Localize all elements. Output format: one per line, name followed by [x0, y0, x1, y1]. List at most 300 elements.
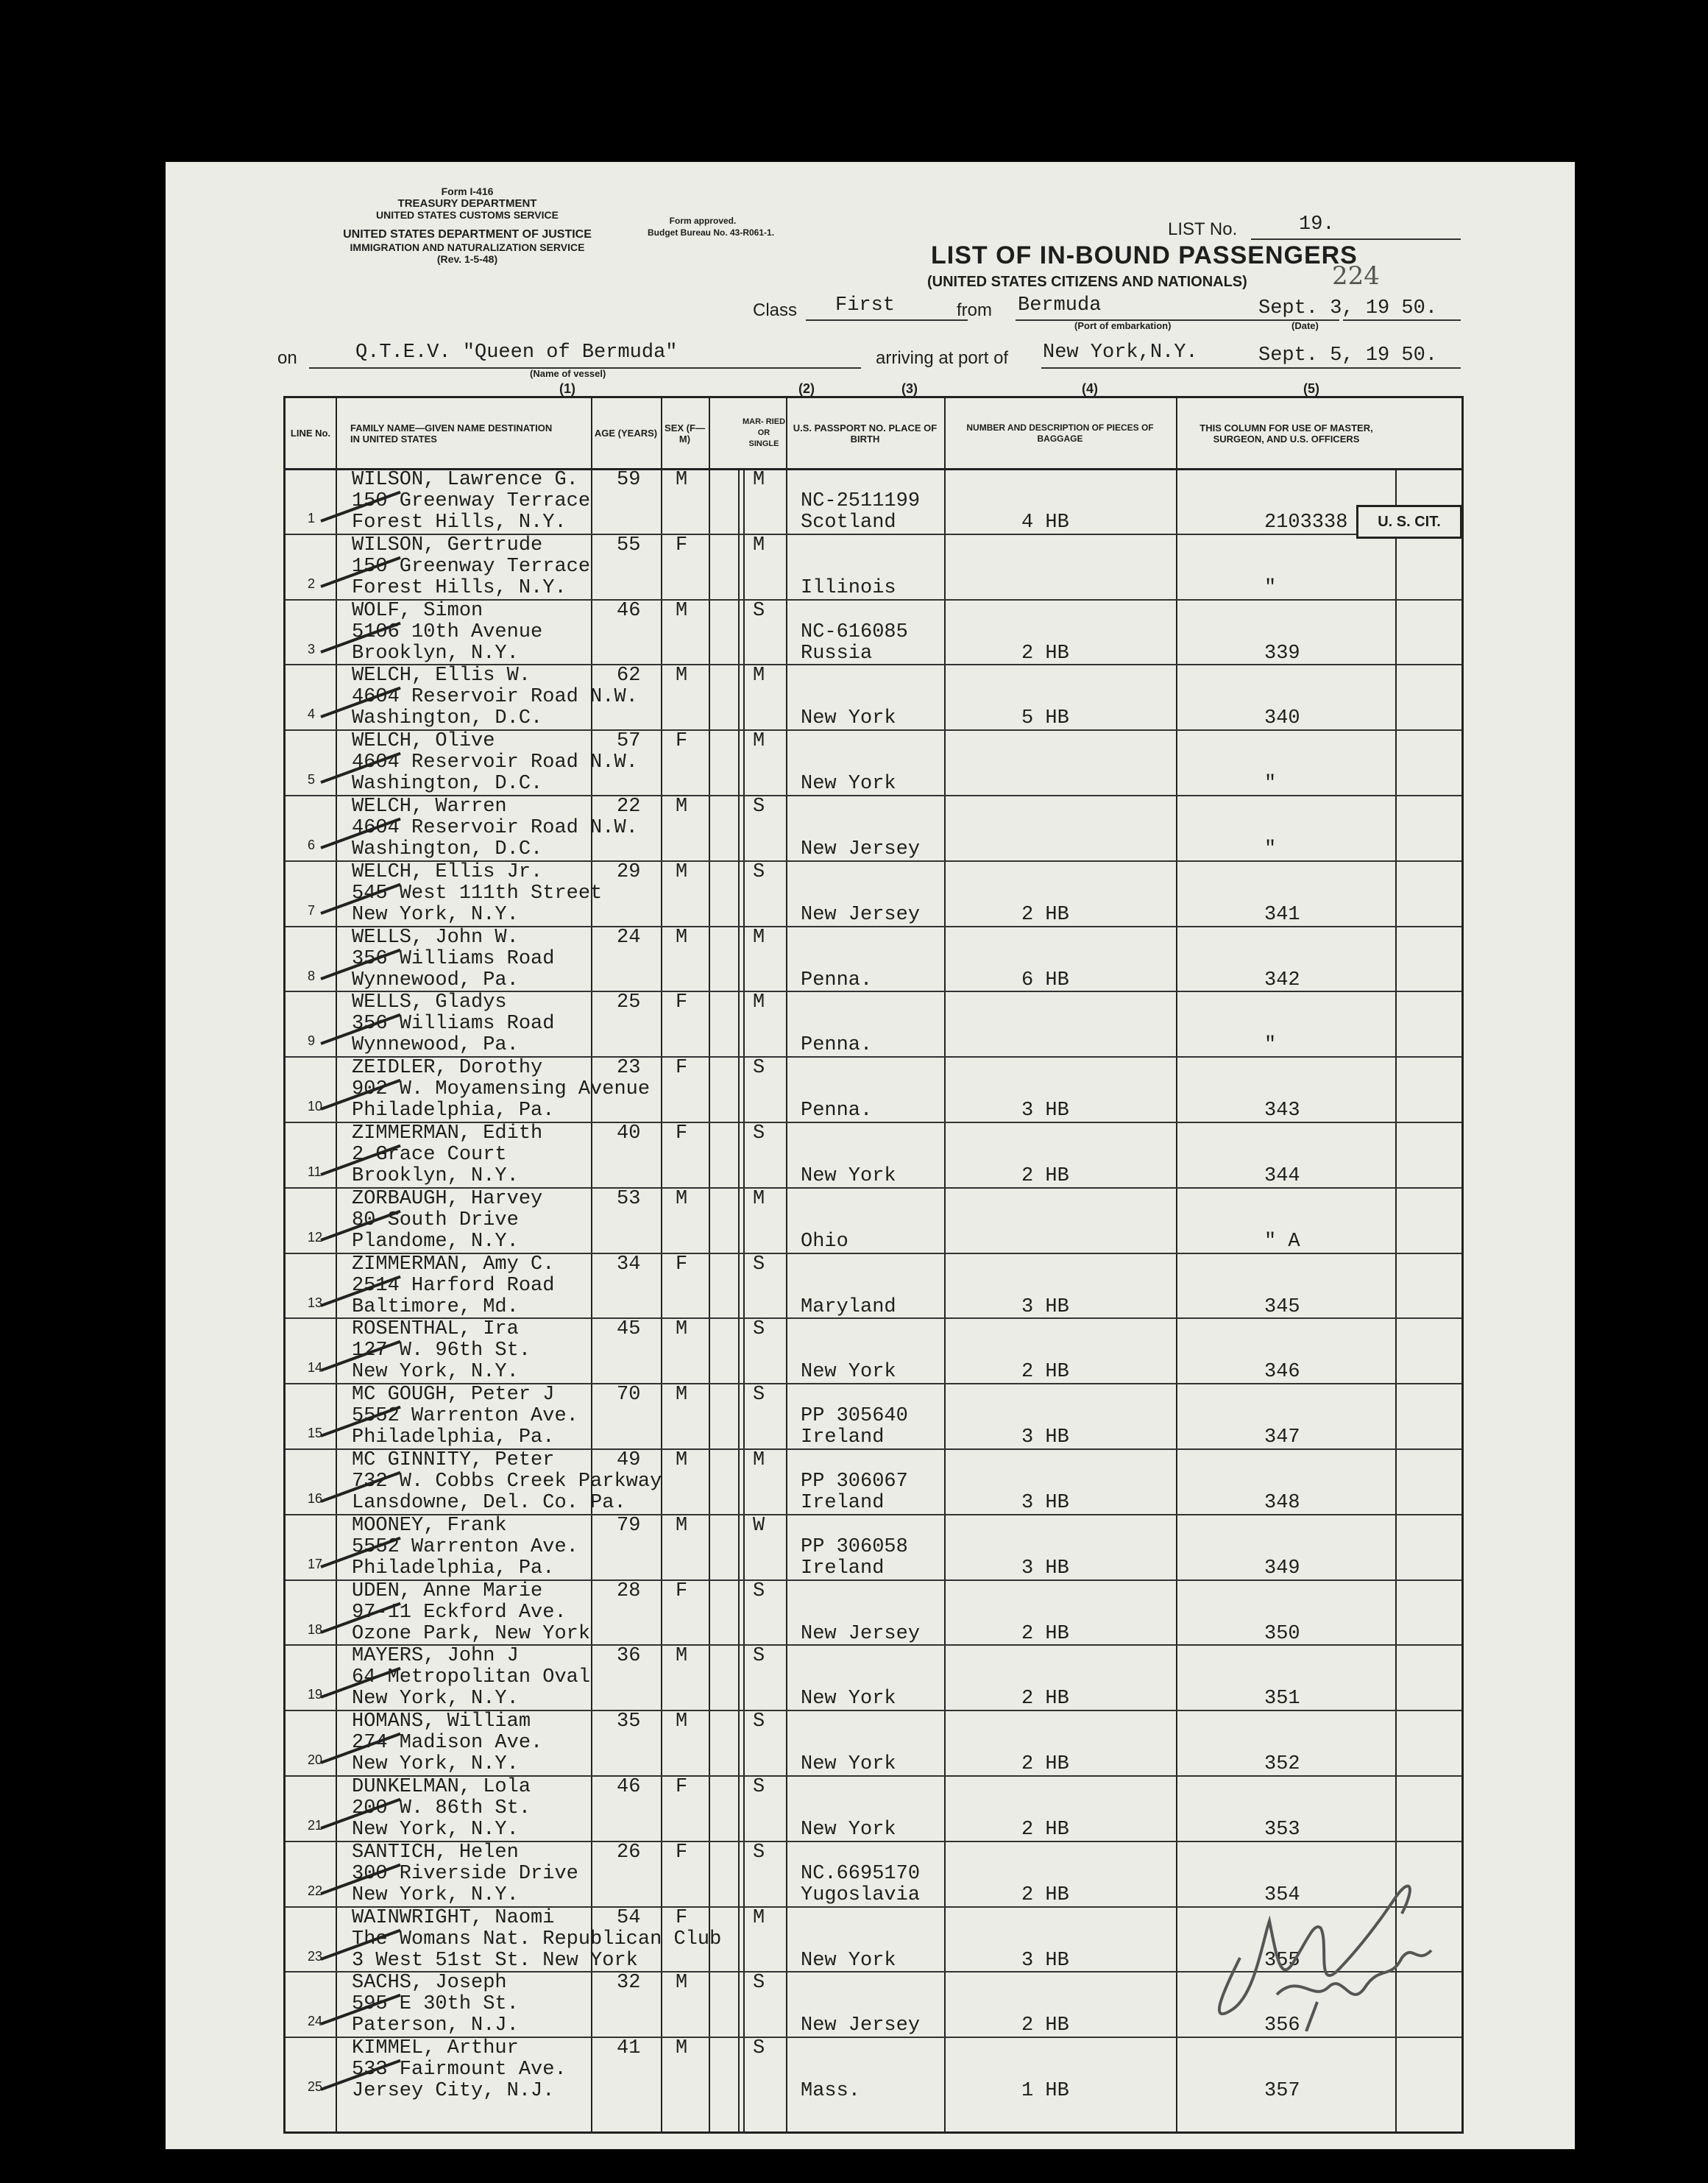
place-of-birth: New York	[801, 1819, 896, 1841]
address-line-2: Paterson, N.J.	[352, 2014, 519, 2037]
table-row	[286, 1448, 1461, 1514]
passenger-name: SANTICH, Helen	[352, 1841, 519, 1864]
table-row	[286, 795, 1461, 860]
baggage: 2 HB	[1021, 903, 1069, 926]
baggage: 3 HB	[1021, 1557, 1069, 1579]
sex: F	[676, 1776, 688, 1798]
address-line-1: 595 E 30th St.	[352, 1993, 519, 2016]
address-line-2: New York, N.Y.	[352, 903, 519, 926]
sex: M	[676, 1187, 688, 1210]
age: 49	[617, 1449, 641, 1471]
marital-status: S	[753, 2037, 765, 2060]
header-married: MAR- RIED OR SINGLE	[742, 417, 786, 448]
col-num-3: (3)	[901, 381, 918, 396]
marital-status: S	[753, 1776, 765, 1798]
passenger-name: ZORBAUGH, Harvey	[352, 1187, 543, 1210]
officer-number: 345	[1264, 1295, 1300, 1318]
address-line-2: Plandome, N.Y.	[352, 1230, 519, 1253]
col-num-2: (2)	[798, 381, 815, 396]
address-line-1: 2514 Harford Road	[352, 1274, 555, 1297]
class-value: First	[835, 294, 896, 316]
sex: F	[676, 1579, 688, 1602]
baggage: 2 HB	[1021, 1819, 1069, 1841]
vessel-caption: (Name of vessel)	[530, 368, 606, 379]
address-line-2: Forest Hills, N.Y.	[352, 576, 567, 599]
header-age: AGE (YEARS)	[594, 428, 658, 439]
address-line-2: Philadelphia, Pa.	[352, 1426, 555, 1449]
table-row	[286, 1056, 1461, 1122]
officer-number: 339	[1264, 642, 1300, 665]
port-embarkation: Bermuda	[1018, 294, 1102, 316]
baggage: 2 HB	[1021, 642, 1069, 665]
header-officers: THIS COLUMN FOR USE OF MASTER, SURGEON, AND U.S. OFFICERS	[1200, 422, 1373, 445]
line-number: 20	[308, 1752, 323, 1768]
table-row	[286, 1514, 1461, 1579]
address-line-1: 5552 Warrenton Ave.	[352, 1535, 578, 1558]
address-line-2: New York, N.Y.	[352, 1819, 519, 1841]
officer-number: 352	[1264, 1753, 1300, 1776]
baggage: 3 HB	[1021, 1295, 1069, 1318]
officer-number: 344	[1264, 1165, 1300, 1187]
officer-number: 348	[1264, 1492, 1300, 1514]
col-num-4: (4)	[1082, 381, 1098, 396]
address-line-2: Lansdowne, Del. Co. Pa.	[352, 1492, 626, 1514]
marital-status: M	[753, 1187, 765, 1210]
passenger-name: ZIMMERMAN, Edith	[352, 1122, 543, 1144]
table-row	[286, 1579, 1461, 1645]
age: 53	[617, 1187, 641, 1210]
justice-dept: UNITED STATES DEPARTMENT OF JUSTICE	[343, 228, 592, 241]
address-line-2: 3 West 51st St. New York	[352, 1949, 638, 1972]
passenger-name: WELLS, Gladys	[352, 991, 507, 1014]
place-of-birth: Penna.	[801, 1100, 873, 1122]
sex: M	[676, 1384, 688, 1407]
place-of-birth: New York	[801, 1361, 896, 1384]
age: 23	[617, 1057, 641, 1080]
sex: M	[676, 599, 688, 622]
arrival-port: New York,N.Y.	[1043, 342, 1198, 364]
address-line-1: 356 Williams Road	[352, 947, 555, 970]
age: 55	[617, 534, 641, 556]
passenger-name: WELCH, Ellis Jr.	[352, 860, 543, 883]
table-row	[286, 1253, 1461, 1318]
sex: M	[676, 860, 688, 883]
place-of-birth: New Jersey	[801, 1622, 921, 1645]
age: 45	[617, 1318, 641, 1341]
table-row	[286, 468, 1461, 534]
place-of-birth: Ireland	[801, 1492, 885, 1514]
sex: M	[676, 1514, 688, 1537]
inspector-signature	[1188, 1855, 1453, 2031]
line-number: 19	[308, 1687, 323, 1702]
address-line-1: The Womans Nat. Republican Club	[352, 1928, 722, 1950]
baggage: 3 HB	[1021, 1100, 1069, 1122]
header-name: FAMILY NAME—GIVEN NAME DESTINATION IN UNITED STATES	[350, 422, 553, 445]
sex: F	[676, 730, 688, 753]
baggage: 5 HB	[1021, 707, 1069, 730]
sex: M	[676, 2037, 688, 2060]
col-num-5: (5)	[1303, 381, 1319, 396]
address-line-1: 5106 10th Avenue	[352, 620, 543, 643]
marital-status: M	[753, 1449, 765, 1471]
baggage: 1 HB	[1021, 2080, 1069, 2103]
line-number: 25	[308, 2079, 323, 2095]
line-number: 24	[308, 2014, 323, 2029]
line-number: 17	[308, 1556, 323, 1571]
marital-status: S	[753, 599, 765, 622]
address-line-2: Forest Hills, N.Y.	[352, 512, 567, 534]
passenger-name: WELCH, Warren	[352, 796, 507, 818]
address-line-1: 150 Greenway Terrace	[352, 490, 591, 512]
arrival-date: Sept. 5, 19 50.	[1258, 344, 1438, 367]
line-number: 14	[308, 1360, 323, 1376]
marital-status: W	[753, 1514, 765, 1537]
passenger-name: SACHS, Joseph	[352, 1972, 507, 1995]
marital-status: S	[753, 1253, 765, 1276]
baggage: 2 HB	[1021, 1753, 1069, 1776]
line-number: 7	[308, 902, 316, 918]
passenger-name: WELLS, John W.	[352, 926, 519, 949]
passenger-name: WAINWRIGHT, Naomi	[352, 1906, 555, 1929]
age: 26	[617, 1841, 641, 1864]
marital-status: S	[753, 1057, 765, 1080]
place-of-birth: New York	[801, 1165, 896, 1187]
passenger-name: UDEN, Anne Marie	[352, 1579, 543, 1602]
baggage: 2 HB	[1021, 1165, 1069, 1187]
officer-number: 357	[1264, 2080, 1300, 2103]
officer-number: 351	[1264, 1688, 1300, 1710]
page-number: 224	[1332, 261, 1380, 291]
form-approved: Form approved.	[669, 216, 737, 226]
address-line-2: Brooklyn, N.Y.	[352, 642, 519, 665]
on-label: on	[277, 348, 297, 368]
table-row	[286, 534, 1461, 599]
officer-number: 355	[1264, 1949, 1300, 1972]
line-number: 21	[308, 1818, 323, 1833]
marital-status: M	[753, 534, 765, 556]
passenger-name: DUNKELMAN, Lola	[352, 1776, 531, 1798]
line-number: 16	[308, 1491, 323, 1506]
officer-number: 2103338	[1264, 512, 1348, 534]
marital-status: S	[753, 1645, 765, 1668]
age: 41	[617, 2037, 641, 2060]
address-line-1: 5552 Warrenton Ave.	[352, 1405, 578, 1428]
age: 34	[617, 1253, 641, 1276]
revision: (Rev. 1-5-48)	[436, 253, 498, 265]
passenger-name: MC GOUGH, Peter J	[352, 1384, 555, 1407]
age: 36	[617, 1645, 641, 1668]
address-line-1: 127 W. 96th St.	[352, 1340, 531, 1362]
date-caption: (Date)	[1291, 320, 1319, 331]
address-line-2: Philadelphia, Pa.	[352, 1557, 555, 1579]
address-line-2: Washington, D.C.	[352, 838, 543, 860]
address-line-2: Baltimore, Md.	[352, 1295, 519, 1318]
officer-number: 350	[1264, 1622, 1300, 1645]
address-line-1: 545 West 111th Street	[352, 882, 603, 905]
address-line-1: 4604 Reservoir Road N.W.	[352, 751, 638, 774]
form-title: LIST OF IN-BOUND PASSENGERS	[931, 241, 1358, 269]
passport-number: NC-2511199	[801, 490, 921, 512]
header-sex: SEX (F—M)	[665, 422, 705, 445]
table-row	[286, 1122, 1461, 1187]
table-row	[286, 991, 1461, 1056]
officer-number: 354	[1264, 1883, 1300, 1906]
age: 28	[617, 1579, 641, 1602]
place-of-birth: New York	[801, 707, 896, 730]
table-row	[286, 1187, 1461, 1253]
marital-status: S	[753, 860, 765, 883]
customs-service: UNITED STATES CUSTOMS SERVICE	[376, 209, 559, 221]
marital-status: S	[753, 1972, 765, 1995]
age: 57	[617, 730, 641, 753]
passenger-name: WOLF, Simon	[352, 599, 483, 622]
place-of-birth: Penna.	[801, 969, 873, 991]
line-number: 2	[308, 576, 316, 591]
header-passport: U.S. PASSPORT NO. PLACE OF BIRTH	[793, 422, 938, 445]
departure-date: Sept. 3, 19 50.	[1258, 297, 1438, 319]
sex: F	[676, 1122, 688, 1144]
place-of-birth: Illinois	[801, 576, 896, 599]
marital-status: M	[753, 730, 765, 753]
table-row	[286, 1775, 1461, 1841]
officer-number: " A	[1264, 1230, 1300, 1253]
treasury-dept: TREASURY DEPARTMENT	[397, 197, 537, 210]
passenger-name: MOONEY, Frank	[352, 1514, 507, 1537]
baggage: 2 HB	[1021, 1622, 1069, 1645]
passenger-name: ROSENTHAL, Ira	[352, 1318, 519, 1341]
line-number: 6	[308, 838, 316, 852]
marital-status: M	[753, 1906, 765, 1929]
passport-number: PP 305640	[801, 1405, 908, 1428]
address-line-2: Washington, D.C.	[352, 707, 543, 730]
age: 25	[617, 991, 641, 1014]
table-row	[286, 1644, 1461, 1710]
place-of-birth: New Jersey	[801, 2014, 921, 2037]
sex: M	[676, 665, 688, 687]
table-row	[286, 729, 1461, 795]
age: 46	[617, 599, 641, 622]
address-line-1: 902 W. Moyamensing Avenue	[352, 1078, 651, 1101]
passenger-name: ZIMMERMAN, Amy C.	[352, 1253, 555, 1276]
line-number: 3	[308, 641, 316, 657]
place-of-birth: Penna.	[801, 1034, 873, 1057]
baggage: 4 HB	[1021, 512, 1069, 534]
passenger-name: MAYERS, John J	[352, 1645, 519, 1668]
place-of-birth: Russia	[801, 642, 873, 665]
vessel-name: Q.T.E.V. "Queen of Bermuda"	[355, 342, 678, 364]
sex: F	[676, 1253, 688, 1276]
sex: F	[676, 991, 688, 1014]
line-number: 4	[308, 707, 316, 722]
marital-status: S	[753, 1318, 765, 1341]
age: 59	[617, 469, 641, 491]
sex: M	[676, 1449, 688, 1471]
line-number: 23	[308, 1948, 323, 1964]
table-row	[286, 926, 1461, 991]
address-line-2: Ozone Park, New York	[352, 1622, 591, 1645]
address-line-2: Washington, D.C.	[352, 773, 543, 796]
marital-status: S	[753, 1384, 765, 1407]
marital-status: S	[753, 1841, 765, 1864]
officer-number: 342	[1264, 969, 1300, 991]
budget-bureau: Budget Bureau No. 43-R061-1.	[648, 227, 775, 238]
ins-service: IMMIGRATION AND NATURALIZATION SERVICE	[350, 241, 585, 253]
line-number: 10	[308, 1099, 323, 1114]
marital-status: M	[753, 926, 765, 949]
address-line-2: New York, N.Y.	[352, 1688, 519, 1710]
officer-number: 346	[1264, 1361, 1300, 1384]
sex: M	[676, 1318, 688, 1341]
age: 29	[617, 860, 641, 883]
address-line-1: 274 Madison Ave.	[352, 1732, 543, 1755]
line-number: 22	[308, 1883, 323, 1898]
place-of-birth: New York	[801, 1688, 896, 1710]
address-line-2: Brooklyn, N.Y.	[352, 1165, 519, 1187]
line-number: 18	[308, 1621, 323, 1637]
col-num-1: (1)	[559, 381, 575, 396]
place-of-birth: Maryland	[801, 1295, 896, 1318]
address-line-2: New York, N.Y.	[352, 1883, 519, 1906]
passenger-name: WELCH, Olive	[352, 730, 495, 753]
address-line-1: 150 Greenway Terrace	[352, 555, 591, 578]
marital-status: M	[753, 991, 765, 1014]
baggage: 6 HB	[1021, 969, 1069, 991]
passenger-name: WILSON, Gertrude	[352, 534, 543, 556]
passenger-name: KIMMEL, Arthur	[352, 2037, 519, 2060]
form-subtitle: (UNITED STATES CITIZENS AND NATIONALS)	[927, 274, 1247, 290]
sex: M	[676, 1645, 688, 1668]
address-line-1: 4604 Reservoir Road N.W.	[352, 817, 638, 839]
table-row	[286, 860, 1461, 926]
table-row	[286, 599, 1461, 665]
officer-number: "	[1264, 838, 1277, 860]
header-line: LINE No.	[290, 428, 331, 439]
passport-number: PP 306067	[801, 1471, 908, 1493]
from-label: from	[957, 300, 992, 320]
baggage: 3 HB	[1021, 1949, 1069, 1972]
manifest-page	[166, 162, 1575, 2149]
address-line-1: 200 W. 86th St.	[352, 1797, 531, 1819]
age: 24	[617, 926, 641, 949]
address-line-1: 2 Grace Court	[352, 1144, 507, 1166]
age: 62	[617, 665, 641, 687]
place-of-birth: Ireland	[801, 1426, 885, 1449]
age: 35	[617, 1710, 641, 1733]
passenger-name: HOMANS, William	[352, 1710, 531, 1733]
address-line-1: 97-11 Eckford Ave.	[352, 1601, 567, 1624]
address-line-1: 80 South Drive	[352, 1209, 519, 1231]
age: 32	[617, 1972, 641, 1995]
place-of-birth: New Jersey	[801, 903, 921, 926]
passport-number: NC.6695170	[801, 1862, 921, 1885]
sex: F	[676, 534, 688, 556]
table-row	[286, 1317, 1461, 1383]
line-number: 11	[308, 1164, 322, 1179]
sex: M	[676, 1972, 688, 1995]
line-number: 9	[308, 1033, 316, 1049]
list-no-value: 19.	[1299, 213, 1335, 236]
arriving-label: arriving at port of	[876, 348, 1009, 368]
table-row	[286, 1383, 1461, 1448]
officer-number: "	[1264, 773, 1277, 796]
place-of-birth: New York	[801, 1949, 896, 1972]
address-line-2: Wynnewood, Pa.	[352, 1034, 519, 1057]
address-line-2: Jersey City, N.J.	[352, 2080, 555, 2103]
address-line-2: New York, N.Y.	[352, 1361, 519, 1384]
marital-status: S	[753, 1710, 765, 1733]
place-of-birth: Yugoslavia	[801, 1883, 921, 1906]
line-number: 12	[308, 1229, 323, 1245]
place-of-birth: New York	[801, 1753, 896, 1776]
officer-number: 341	[1264, 903, 1300, 926]
marital-status: S	[753, 1122, 765, 1144]
address-line-2: Philadelphia, Pa.	[352, 1100, 555, 1122]
line-number: 5	[308, 772, 316, 788]
sex: M	[676, 926, 688, 949]
header-baggage: NUMBER AND DESCRIPTION OF PIECES OF BAGGAGE	[966, 422, 1154, 444]
place-of-birth: Mass.	[801, 2080, 861, 2103]
age: 79	[617, 1514, 641, 1537]
officer-number: 349	[1264, 1557, 1300, 1579]
address-line-1: 300 Riverside Drive	[352, 1862, 578, 1885]
sex: F	[676, 1906, 688, 1929]
table-row	[286, 2037, 1461, 2102]
baggage: 3 HB	[1021, 1426, 1069, 1449]
place-of-birth: Ohio	[801, 1230, 848, 1253]
officer-number: 353	[1264, 1819, 1300, 1841]
age: 22	[617, 796, 641, 818]
address-line-1: 64 Metropolitan Oval	[352, 1666, 591, 1689]
address-line-2: Wynnewood, Pa.	[352, 969, 519, 991]
officer-number: 340	[1264, 707, 1300, 730]
address-line-2: New York, N.Y.	[352, 1753, 519, 1776]
class-label: Class	[753, 300, 798, 320]
address-line-1: 356 Williams Road	[352, 1013, 555, 1036]
line-number: 13	[308, 1295, 323, 1310]
sex: M	[676, 796, 688, 818]
list-no-label: LIST No.	[1168, 219, 1238, 239]
age: 54	[617, 1906, 641, 1929]
port-caption: (Port of embarkation)	[1074, 320, 1172, 331]
baggage: 2 HB	[1021, 2014, 1069, 2037]
passport-number: NC-616085	[801, 620, 908, 643]
passport-number: PP 306058	[801, 1535, 908, 1558]
marital-status: S	[753, 1579, 765, 1602]
address-line-1: 732 W. Cobbs Creek Parkway	[352, 1471, 662, 1493]
officer-number: "	[1264, 576, 1277, 599]
passenger-name: MC GINNITY, Peter	[352, 1449, 555, 1471]
officer-number: "	[1264, 1034, 1277, 1057]
form-number: Form I-416	[441, 185, 494, 197]
place-of-birth: New York	[801, 773, 896, 796]
marital-status: M	[753, 469, 765, 491]
baggage: 3 HB	[1021, 1492, 1069, 1514]
table-row	[286, 664, 1461, 729]
table-row	[286, 1710, 1461, 1775]
place-of-birth: New Jersey	[801, 838, 921, 860]
passenger-name: ZEIDLER, Dorothy	[352, 1057, 543, 1080]
baggage: 2 HB	[1021, 1361, 1069, 1384]
line-number: 15	[308, 1426, 323, 1441]
sex: F	[676, 1841, 688, 1864]
officer-number: 343	[1264, 1100, 1300, 1122]
address-line-1: 533 Fairmount Ave.	[352, 2059, 567, 2081]
baggage: 2 HB	[1021, 1883, 1069, 1906]
place-of-birth: Ireland	[801, 1557, 885, 1579]
sex: M	[676, 1710, 688, 1733]
us-citizen-stamp: U. S. CIT.	[1356, 505, 1462, 539]
line-number: 8	[308, 968, 316, 983]
